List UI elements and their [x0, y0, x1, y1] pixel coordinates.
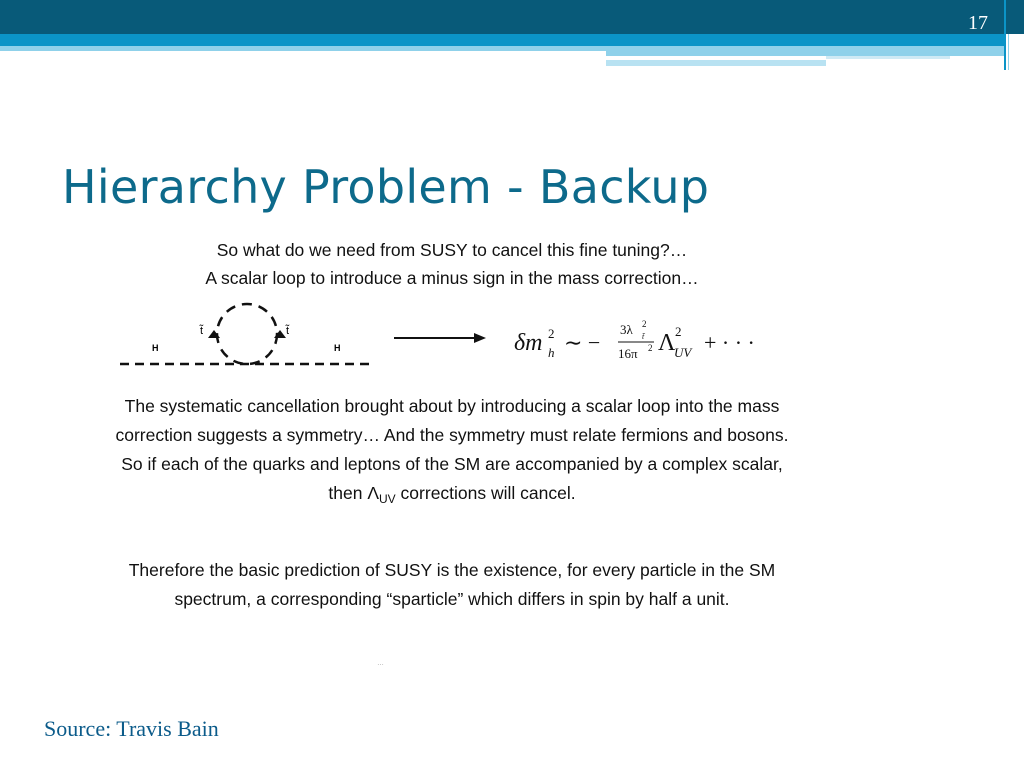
para1-text: The systematic cancellation brought about by introducing a scalar loop into the mass correction suggests a symmetry… And the symmetry must relate fermions and bosons. So if each of the quarks and leptons of the SM are accompanied by a complex scalar, then — [115, 396, 789, 503]
scalar-loop — [217, 304, 277, 364]
header-light-bar-right — [606, 46, 1004, 56]
eq-denominator: 16π — [618, 346, 638, 361]
header-dark-bar — [0, 0, 1024, 34]
stop-label-right: t̃ — [286, 325, 290, 337]
stop-label-left: t̃ — [200, 325, 204, 337]
cutoff-text-remnant: … — [377, 660, 398, 667]
eq-lhs-sup: 2 — [548, 326, 555, 341]
eq-lambda: Λ — [658, 330, 676, 356]
higgs-label-left: H — [152, 343, 159, 353]
header-blue-bar — [0, 34, 1004, 46]
eq-numerator: 3λ — [620, 322, 633, 337]
mass-correction-equation — [514, 319, 755, 361]
para1-text-end: corrections will cancel. — [395, 483, 576, 503]
feynman-diagram — [112, 294, 792, 374]
eq-lambda-sub: UV — [674, 345, 692, 360]
header-vertical-line — [1004, 0, 1006, 70]
source-citation: Source: Travis Bain — [44, 716, 219, 741]
intro-text — [112, 236, 792, 292]
eq-denominator-sup: 2 — [648, 343, 653, 353]
prediction-paragraph: Therefore the basic prediction of SUSY is the existence, for every particle in the SM spectrum, a corresponding “sparticle” which differs in spin by half a unit. — [128, 560, 776, 609]
intro-line-1: So what do we need from SUSY to cancel this fine tuning?… — [216, 240, 688, 260]
cancellation-paragraph — [112, 392, 792, 514]
eq-tail: + · · · — [704, 330, 755, 355]
eq-lambda-sup: 2 — [675, 324, 682, 339]
lambda-symbol: Λ — [367, 483, 380, 503]
header-vertical-line-inner — [1008, 34, 1009, 70]
header-accent-line — [606, 60, 826, 66]
eq-numerator-sub: t̃ — [642, 332, 645, 341]
eq-lhs: δm — [514, 330, 543, 356]
slide-title: Hierarchy Problem - Backup — [62, 160, 710, 214]
header-light-bar-left — [0, 46, 606, 51]
eq-lhs-sub: h — [548, 345, 555, 360]
page-number: 17 — [968, 12, 988, 34]
implies-arrow-head — [474, 333, 486, 343]
intro-line-2: A scalar loop to introduce a minus sign in the mass correction… — [205, 268, 699, 288]
eq-sim: ∼ − — [564, 330, 601, 355]
eq-numerator-sup: 2 — [642, 319, 647, 329]
slide-content-image — [112, 232, 792, 668]
higgs-label-right: H — [334, 343, 341, 353]
lambda-subscript: UV — [379, 492, 396, 506]
header-accent-line-2 — [826, 56, 950, 59]
